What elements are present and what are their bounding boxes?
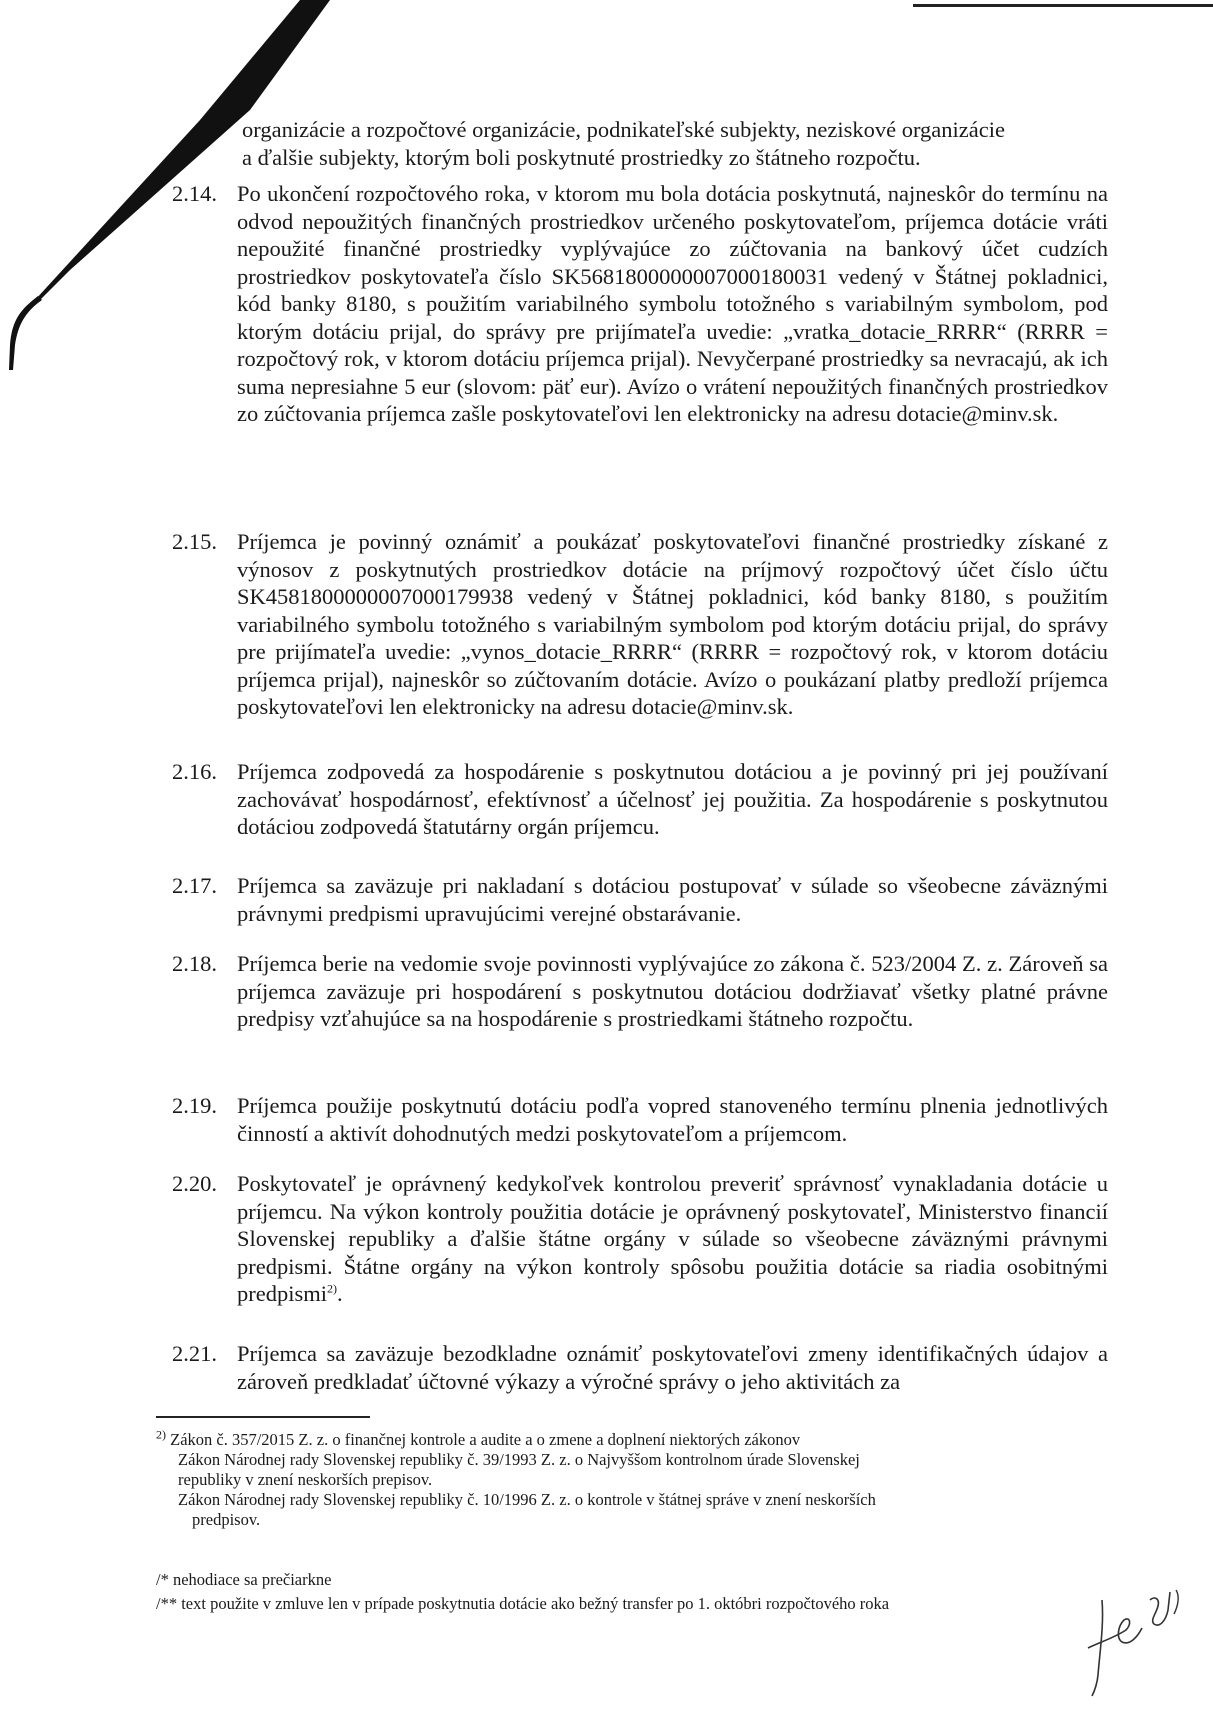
clause-text-main: Poskytovateľ je oprávnený kedykoľvek kontrolou preveriť správnosť vynakladania dotácie u príjemcu. Na výkon kontroly použitia dotácie je oprávnený poskytovateľ, Ministerstvo financií Slovenskej republiky a ďalšie štátne orgány v súlade so všeobecne záväznými právnymi predpismi. Štátne orgány na výkon kontroly spôsobu použitia dotácie sa riadia osobitnými predpismi	[237, 1171, 1108, 1306]
footnote-marker: 2)	[156, 1427, 166, 1442]
clause-2-21	[172, 1340, 1108, 1395]
clause-text: Príjemca berie na vedomie svoje povinnosti vyplývajúce zo zákona č. 523/2004 Z. z. Zároveň sa príjemca zaväzuje pri hospodárení s poskytnutou dotáciou dodržiavať všetky platné právne predpisy vzťahujúce sa na hospodárenie s prostriedkami štátneho rozpočtu.	[237, 951, 1108, 1031]
clause-number: 2.19.	[172, 1093, 217, 1118]
note-transfer-instruction: /** text použite v zmluve len v prípade poskytnutia dotácie ako bežný transfer po 1. októbri rozpočtového roka	[156, 1594, 890, 1613]
clause-2-19	[172, 1092, 1108, 1147]
intro-line-2: a ďalšie subjekty, ktorým boli poskytnuté prostriedky zo štátneho rozpočtu.	[242, 145, 921, 170]
footnote-line: republiky v znení neskorších prepisov.	[178, 1470, 433, 1489]
footnote-line: predpisov.	[192, 1510, 261, 1529]
clause-text: Príjemca zodpovedá za hospodárenie s poskytnutou dotáciou a je povinný pri jej používaní zachovávať hospodárnosť, efektívnosť a účelnosť jej použitia. Za hospodárenie s poskytnutou dotáciou zodpovedá štatutárny orgán príjemcu.	[237, 759, 1108, 839]
clause-number: 2.17.	[172, 873, 217, 898]
note-strike-instruction: /* nehodiace sa prečiarkne	[156, 1570, 332, 1589]
handwritten-initials	[1080, 1580, 1190, 1700]
clause-text: Po ukončení rozpočtového roka, v ktorom mu bola dotácia poskytnutá, najneskôr do termínu na odvod nepoužitých finančných prostriedkov určeného poskytovateľom, príjemca dotácie vráti nepoužité finančné prostriedky vyplývajúce zo zúčtovania na bankový účet cudzích prostriedkov poskytovateľa číslo SK5681800000007000180031 vedený v Štátnej pokladnici, kód banky 8180, s použitím variabilného symbolu totožného s variabilným symbolom, pod ktorým dotáciu prijal, do správy pre prijímateľa uvedie: „vratka_dotacie_RRRR“ (RRRR = rozpočtový rok, v ktorom dotáciu príjemca prijal). Nevyčerpané prostriedky sa nevracajú, ak ich suma nepresiahne 5 eur (slovom: päť eur). Avízo o vrátení nepoužitých finančných prostriedkov zo zúčtovania príjemca zašle poskytovateľovi len elektronicky na adresu dotacie@minv.sk.	[237, 181, 1108, 426]
clause-number: 2.15.	[172, 529, 217, 554]
footnote-reference: 2)	[327, 1281, 337, 1296]
intro-paragraph	[242, 116, 1108, 172]
clause-text: Príjemca použije poskytnutú dotáciu podľa vopred stanoveného termínu plnenia jednotlivých činností a aktivít dohodnutých medzi poskytovateľom a príjemcom.	[237, 1093, 1108, 1146]
scan-artifact-line	[913, 4, 1213, 7]
footnotes	[156, 1427, 1076, 1530]
clause-text	[237, 1170, 1108, 1308]
clause-2-15	[172, 528, 1108, 721]
clause-number: 2.14.	[172, 181, 217, 206]
clause-2-14	[172, 180, 1108, 428]
intro-line-1: organizácie a rozpočtové organizácie, podnikateľské subjekty, neziskové organizácie	[242, 117, 1005, 142]
clause-2-17	[172, 872, 1108, 927]
clause-number: 2.18.	[172, 951, 217, 976]
clause-text: Príjemca sa zaväzuje bezodkladne oznámiť poskytovateľovi zmeny identifikačných údajov a zároveň predkladať účtovné výkazy a výročné správy o jeho aktivitách za	[237, 1341, 1108, 1394]
clause-number: 2.20.	[172, 1171, 217, 1196]
clause-text-tail: .	[337, 1281, 343, 1306]
clause-number: 2.16.	[172, 759, 217, 784]
clause-2-18	[172, 950, 1108, 1033]
clause-number: 2.21.	[172, 1341, 217, 1366]
footnote-line: Zákon Národnej rady Slovenskej republiky č. 39/1993 Z. z. o Najvyššom kontrolnom úrade Slovenskej	[178, 1450, 860, 1469]
clause-2-20	[172, 1170, 1108, 1308]
footnote-divider	[156, 1416, 370, 1418]
clause-text: Príjemca sa zaväzuje pri nakladaní s dotáciou postupovať v súlade so všeobecne záväznými právnymi predpismi upravujúcimi verejné obstarávanie.	[237, 873, 1108, 926]
footnote-line: Zákon Národnej rady Slovenskej republiky č. 10/1996 Z. z. o kontrole v štátnej správe v znení neskorších	[178, 1490, 876, 1509]
footnote-line: $^{2)}$ Zákon č. 357/2015 Z. z. o finančnej kontrole a audite a o zmene a doplnení niektorých zákonov	[156, 1427, 801, 1449]
clause-2-16	[172, 758, 1108, 841]
page-notes	[156, 1568, 1116, 1616]
clause-text: Príjemca je povinný oznámiť a poukázať poskytovateľovi finančné prostriedky získané z výnosov z poskytnutých prostriedkov dotácie na príjmový rozpočtový účet číslo účtu SK4581800000007000179938 vedený v Štátnej pokladnici, kód banky 8180, s použitím variabilného symbolu totožného s variabilným symbolom pod ktorým dotáciu prijal, do správy pre prijímateľa uvedie: „vynos_dotacie_RRRR“ (RRRR = rozpočtový rok, v ktorom dotáciu príjemca prijal), najneskôr so zúčtovaním dotácie. Avízo o poukázaní platby predloží príjemca poskytovateľovi len elektronicky na adresu dotacie@minv.sk.	[237, 529, 1108, 719]
